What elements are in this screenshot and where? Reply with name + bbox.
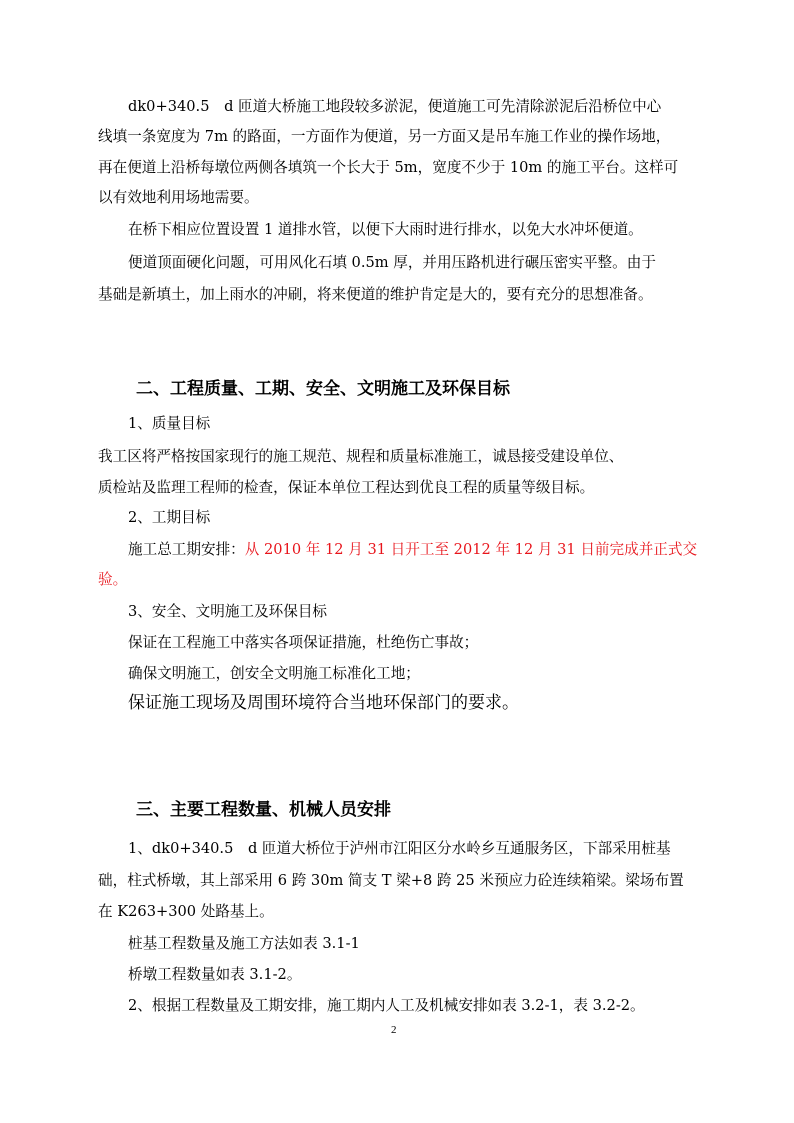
s3-p1-line2: 础，柱式桥墩，其上部采用 6 跨 30m 简支 T 梁+8 跨 25 米预应力砼连续箱梁。梁场布置 (98, 872, 684, 889)
s2-sub3-line2: 确保文明施工，创安全文明施工标准化工地； (128, 665, 420, 682)
s2-sub3-line1: 保证在工程施工中落实各项保证措施，杜绝伤亡事故； (128, 634, 479, 651)
s1-p2: 在桥下相应位置设置 1 道排水管，以便下大雨时进行排水，以免大水冲坏便道。 (128, 221, 643, 238)
s2-sub2-line1 (128, 540, 697, 560)
s2-sub2-line2: 验。 (98, 571, 128, 588)
s2-sub2-title: 2、工期目标 (128, 509, 211, 526)
s3-p2: 桩基工程数量及施工方法如表 3.1-1 (128, 935, 360, 952)
s2-sub1-line1: 我工区将严格按国家现行的施工规范、规程和质量标准施工，诚恳接受建设单位、 (98, 448, 624, 465)
page-number: 2 (391, 1024, 397, 1036)
schedule-lead: 施工总工期安排： (128, 541, 245, 558)
s1-p1-line2: 线填一条宽度为 7m 的路面，一方面作为便道，另一方面又是吊车施工作业的操作场地， (98, 128, 671, 145)
s2-sub1-line2: 质检站及监理工程师的检查，保证本单位工程达到优良工程的质量等级目标。 (98, 479, 595, 496)
s1-p3-line2: 基础是新填土，加上雨水的冲刷，将来便道的维护肯定是大的，要有充分的思想准备。 (98, 286, 653, 303)
s1-p1-line1: dk0+340.5 d 匝道大桥施工地段较多淤泥，便道施工可先清除淤泥后沿桥位中心 (128, 98, 662, 115)
schedule-dates: 从 2010 年 12 月 31 日开工至 2012 年 12 月 31 日前完成并正式交 (244, 541, 698, 558)
s2-sub3-line3: 保证施工现场及周围环境符合当地环保部门的要求。 (128, 693, 519, 713)
section3-heading: 三、主要工程数量、机械人员安排 (136, 800, 391, 820)
s3-p1-line1: 1、dk0+340.5 d 匝道大桥位于泸州市江阳区分水岭乡互通服务区，下部采用桩基 (128, 840, 671, 857)
s3-p1-line3: 在 K263+300 处路基上。 (98, 903, 274, 920)
s1-p1-line4: 以有效地利用场地需要。 (98, 189, 259, 206)
s3-p4: 2、根据工程数量及工期安排，施工期内人工及机械安排如表 3.2-1，表 3.2-2。 (128, 997, 645, 1014)
s2-sub1-title: 1、质量目标 (128, 415, 211, 432)
section2-heading: 二、工程质量、工期、安全、文明施工及环保目标 (136, 379, 510, 399)
s1-p1-line3: 再在便道上沿桥每墩位两侧各填筑一个长大于 5m，宽度不少于 10m 的施工平台。这样可 (98, 159, 679, 176)
s2-sub3-title: 3、安全、文明施工及环保目标 (128, 603, 328, 620)
s3-p3: 桥墩工程数量如表 3.1-2。 (128, 966, 302, 983)
s1-p3-line1: 便道顶面硬化问题，可用风化石填 0.5m 厚，并用压路机进行碾压密实平整。由于 (128, 254, 656, 271)
